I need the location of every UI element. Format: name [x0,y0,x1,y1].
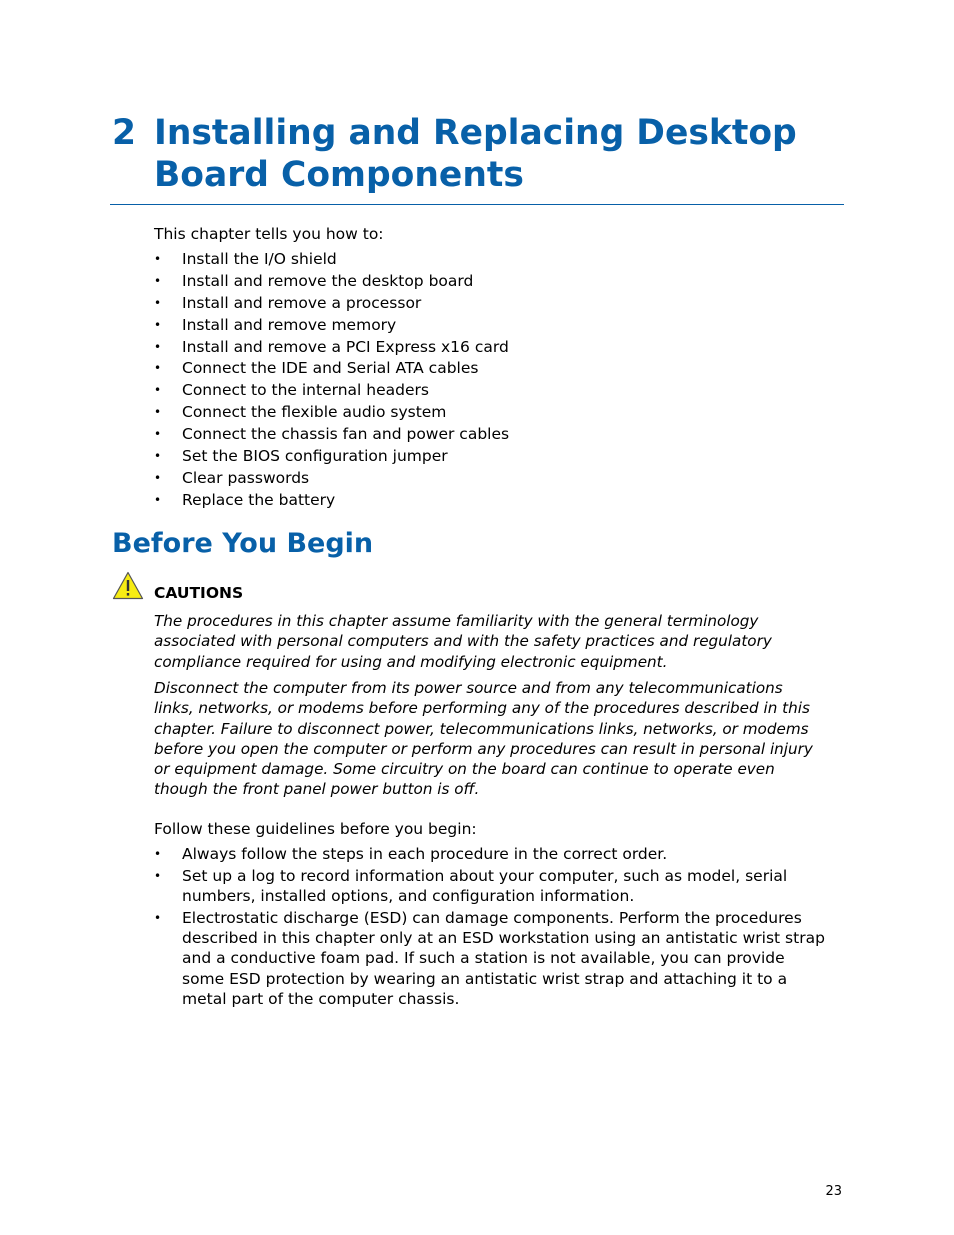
text-line: Electrostatic discharge (ESD) can damage components. Perform the procedures [182,908,802,927]
list-item [154,293,509,315]
list-item [154,402,509,424]
list-item [154,249,509,271]
text-line: some ESD protection by wearing an antistatic wrist strap and attaching it to a [182,969,788,988]
text-line: Set up a log to record information about your computer, such as model, serial [182,866,788,885]
intro-text: This chapter tells you how to: [154,225,384,243]
list-item-text: Connect the IDE and Serial ATA cables [182,359,479,378]
text-line: The procedures in this chapter assume familiarity with the general terminology [154,612,759,630]
bullet-icon: • [154,317,162,332]
list-item-text: Connect to the internal headers [182,381,429,400]
chapter-title [112,112,844,196]
bullet-icon: • [154,405,162,420]
bullet-icon: • [154,339,162,354]
text-line: though the front panel power button is off. [154,780,480,799]
text-line: links, networks, or modems before performing any of the procedures described in this [154,699,810,718]
text-line: and a conductive foam pad. If such a station is not available, you can provide [182,949,785,968]
list-item-text: Install and remove a PCI Express x16 card [182,337,509,356]
guidelines-intro: Follow these guidelines before you begin: [154,820,477,838]
text-line: before you open the computer or perform any procedures can result in personal injury [154,739,813,758]
chapter-title-line-1: Installing and Replacing Desktop [154,113,797,153]
section-heading: Before You Begin [112,528,374,559]
bullet-icon: • [154,470,162,485]
warning-triangle-icon [112,571,144,600]
page-number: 23 [825,1184,842,1199]
text-line: compliance required for using and modifying electronic equipment. [154,652,668,671]
text-line: Always follow the steps in each procedure in the correct order. [182,845,668,863]
chapter-number: 2 [112,113,137,153]
list-item [154,358,509,380]
text-line: chapter. Failure to disconnect power, telecommunications links, networks, or modems [154,719,809,738]
text-line: metal part of the computer chassis. [182,990,460,1009]
list-item [154,844,825,864]
list-item-text: Connect the flexible audio system [182,403,447,422]
list-item-text: Connect the chassis fan and power cables [182,425,510,444]
bullet-icon: • [154,427,162,442]
list-item-text: Install and remove the desktop board [182,271,474,290]
text-line: associated with personal computers and with the safety practices and regulatory [154,632,772,651]
task-list [154,249,509,512]
list-item [154,908,825,1009]
bullet-icon: • [154,295,162,310]
list-item-text: Set the BIOS configuration jumper [182,447,448,466]
title-divider [110,204,844,205]
bullet-icon: • [154,273,162,288]
list-item-text: Clear passwords [182,468,310,487]
bullet-icon: • [154,383,162,398]
list-item [154,866,825,907]
text-line: Disconnect the computer from its power source and from any telecommunications [154,679,783,697]
text-line: numbers, installed options, and configuration information. [182,887,635,906]
list-item [154,424,509,446]
list-item [154,446,509,468]
list-item-text: Install and remove a processor [182,293,422,312]
list-item [154,380,509,402]
guidelines-list [154,844,825,1011]
bullet-icon: • [154,492,162,507]
bullet-icon: • [154,847,162,861]
cautions-heading: CAUTIONS [154,584,244,602]
caution-paragraph-1 [154,611,772,672]
list-item-text: Install the I/O shield [182,250,337,268]
list-item [154,337,509,359]
list-item-text: Replace the battery [182,490,336,509]
text-line: or equipment damage. Some circuitry on the board can continue to operate even [154,760,775,779]
bullet-icon: • [154,252,162,266]
caution-paragraph-2 [154,678,813,800]
bullet-icon: • [154,449,162,464]
list-item [154,468,509,490]
bullet-icon: • [154,361,162,376]
list-item [154,271,509,293]
bullet-icon: • [154,868,162,883]
chapter-title-line-2: Board Components [154,155,524,195]
bullet-icon: • [154,910,162,925]
list-item [154,315,509,337]
list-item-text: Install and remove memory [182,315,397,334]
list-item [154,490,509,512]
text-line: described in this chapter only at an ESD workstation using an antistatic wrist strap [182,929,825,948]
